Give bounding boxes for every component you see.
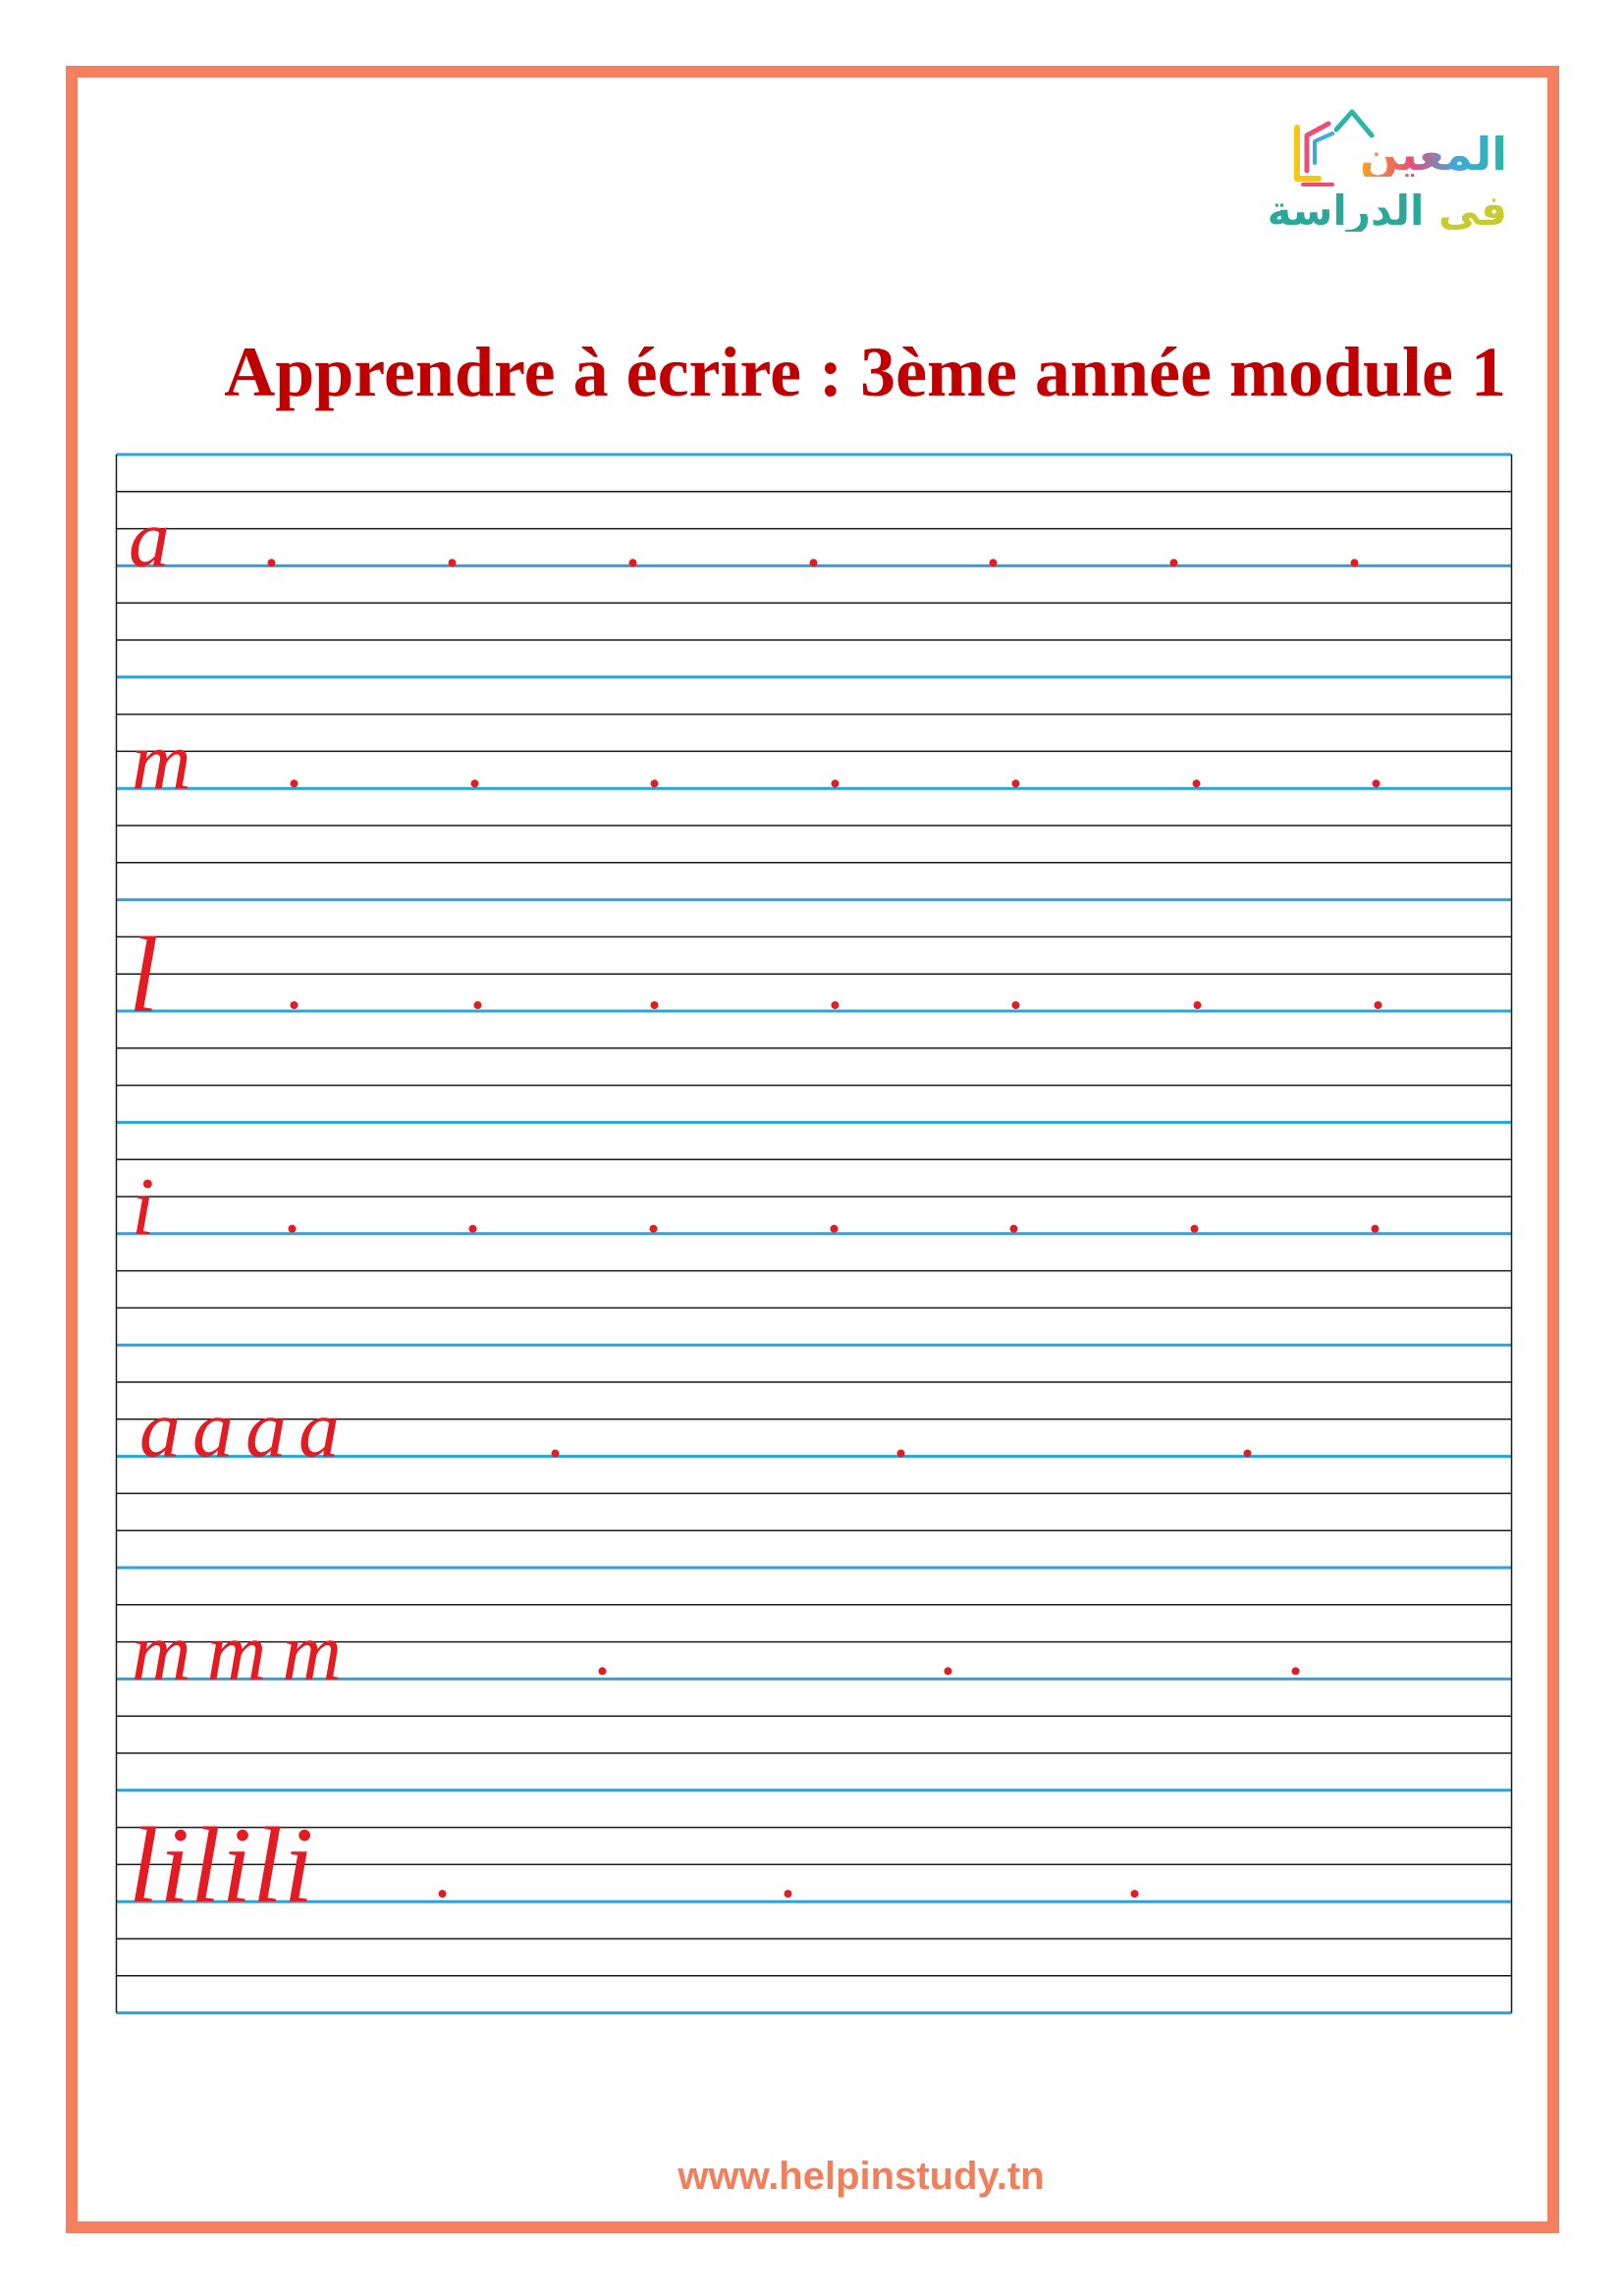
model-letter-m: m: [132, 716, 191, 808]
guide-dots: [268, 559, 1382, 1897]
guide-dot: [1292, 1667, 1300, 1675]
guide-dot: [291, 1001, 298, 1009]
guide-dot: [831, 1225, 839, 1233]
guide-dot: [651, 779, 659, 787]
guide-dot: [1351, 559, 1359, 566]
ruled-lines: [117, 454, 1512, 2013]
guide-dot: [945, 1667, 952, 1675]
logo-title-top: المعين: [1359, 128, 1507, 181]
guide-dot: [1372, 1225, 1380, 1233]
guide-dot: [474, 1001, 482, 1009]
guide-dot: [449, 559, 457, 566]
guide-dot: [599, 1667, 607, 1675]
guide-dot: [1244, 1450, 1252, 1458]
guide-dot: [832, 779, 839, 787]
guide-dot: [268, 559, 276, 566]
model-letters: [129, 493, 357, 1925]
guide-dot: [1373, 779, 1380, 787]
guide-dot: [552, 1450, 560, 1458]
guide-dot: [651, 1001, 659, 1009]
guide-dot: [1012, 1001, 1020, 1009]
page-title: Apprendre à écrire : 3ème année module 1: [224, 333, 1506, 411]
logo: [1267, 106, 1511, 248]
guide-dot: [1194, 1001, 1202, 1009]
logo-title-bottom: في الدراسة: [1267, 187, 1507, 235]
guide-dot: [469, 1225, 477, 1233]
model-word-mmm: mmm: [132, 1606, 357, 1698]
model-letter-l: l: [129, 915, 159, 1035]
guide-dot: [289, 1225, 297, 1233]
guide-dot: [990, 559, 998, 566]
guide-dot: [1012, 779, 1020, 787]
guide-dot: [291, 779, 298, 787]
model-letter-a: a: [129, 493, 170, 585]
guide-dot: [1010, 1225, 1018, 1233]
guide-dot: [810, 559, 818, 566]
guide-dot: [439, 1890, 447, 1897]
guide-dot: [1170, 559, 1178, 566]
guide-dot: [785, 1890, 792, 1897]
guide-dot: [1191, 1225, 1199, 1233]
handwriting-ruled-sheet: [115, 453, 1513, 2015]
footer-website: www.helpinstudy.tn: [677, 2155, 1045, 2198]
model-word-lilili: lilili: [129, 1805, 315, 1926]
guide-dot: [897, 1450, 905, 1458]
model-word-aaaa: aaaa: [139, 1383, 352, 1475]
guide-dot: [629, 559, 637, 566]
guide-dot: [832, 1001, 839, 1009]
guide-dot: [1375, 1001, 1382, 1009]
model-letter-i: i: [132, 1160, 155, 1253]
guide-dot: [650, 1225, 658, 1233]
guide-dot: [1131, 1890, 1139, 1897]
guide-dot: [1193, 779, 1201, 787]
guide-dot: [471, 779, 479, 787]
